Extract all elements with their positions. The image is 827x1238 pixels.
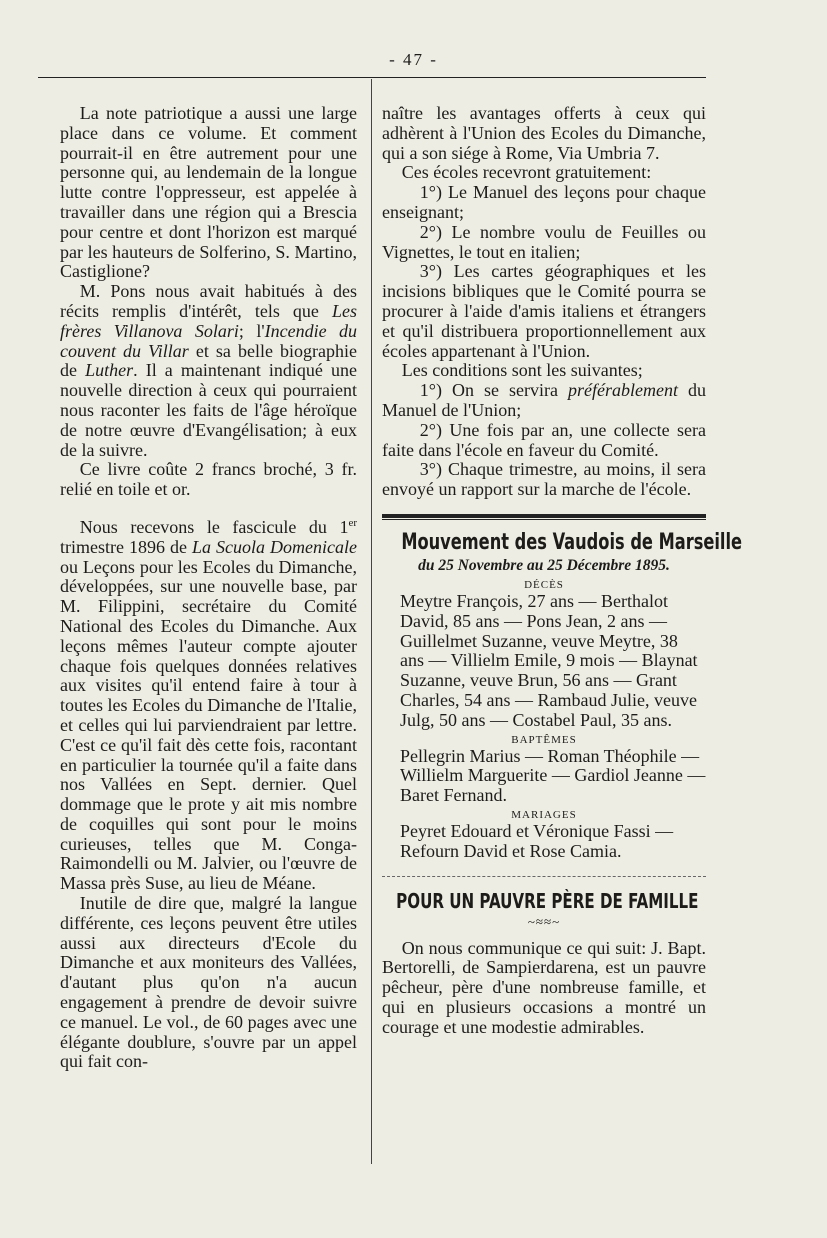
column-divider (371, 79, 372, 1164)
marriages-list: Peyret Edouard et Véronique Fassi — Refourn David et Rose Camia. (400, 820, 674, 861)
header-rule (38, 77, 706, 78)
list-item-condition-2: 2°) Une fois par an, une collecte sera faite dans l'école en faveur du Comité. (382, 419, 706, 460)
paragraph-union-continuation: naître les avantages offerts à ceux qui adhèrent à l'Union des Ecoles du Dimanche, qui a son siége à Rome, Via Umbria 7. (382, 103, 706, 163)
spacer (60, 500, 357, 518)
ornament-divider: ~≈≈~ (527, 913, 561, 929)
text-span: trimestre 1896 de (60, 536, 193, 557)
paragraph-pons-works (60, 282, 357, 460)
section-subtitle-dates: du 25 Novembre au 25 Décembre 1895. (418, 556, 670, 574)
superscript: er (348, 516, 357, 529)
page-number: - 47 - (389, 50, 438, 69)
paragraph-appeal: On nous communique ce qui suit: J. Bapt. Bertorelli, de Sampierdarena, est un pauvre pêcheur, père d'une nombreuse famille, et qui en plusieurs occasions a montré un courage et une modestie admirables. (382, 937, 706, 1037)
text-span: . Il a maintenant indiqué une nouvelle direction à ceux qui pourraient nous raconter les faits de l'âge héroïque de notre œuvre d'Evangélisation; à eux de la suivre. (60, 360, 358, 460)
paragraph-scuola-domenicale (60, 518, 357, 894)
list-item-condition-1 (382, 381, 706, 421)
section-title-marseille: Mouvement des Vaudois de Marseille (401, 529, 743, 555)
paragraph-patriotic-note: La note patriotique a aussi une large place dans ce volume. Et comment pourrait-il en être autrement pour une personne qui, au lendemain de la longue lutte contre l'oppresseur, est appelée à travailler dans une région qui a Brescia pour centre et dont l'horizon est marqué par les hauteurs de Solferino, S. Martino, Castiglione? (60, 103, 357, 282)
list-item-manual: 1°) Le Manuel des leçons pour chaque enseignant; (382, 182, 706, 222)
text-span: 1°) On se servira (419, 380, 569, 401)
text-span: et sa belle biographie de (60, 340, 357, 381)
emphasis: préférablement (568, 380, 678, 401)
deaths-list: Meytre François, 27 ans — Berthalot David, 85 ans — Pons Jean, 2 ans — Guillelmet Suzanne, veuve Meytre, 38 ans — Villielm Emile, 9 mois — Blaynat Suzanne, veuve Brun, 56 ans — Grant Charles, 54 ans — Rambaud Julie, veuve Julg, 50 ans — Costabel Paul, 35 ans. (400, 590, 698, 730)
section-rule-2 (382, 876, 706, 877)
text-span: M. Pons nous avait habitués à des récits remplis d'intérêt, tels que (60, 281, 357, 321)
list-item-maps: 3°) Les cartes géographiques et les incisions bibliques que le Comité pourra se procurer à l'aide d'amis italiens et étrangers et qu'il distribuera proportionnellement aux écoles appartenant à l'Union. (382, 261, 706, 361)
text-span: Nous recevons le fascicule du 1 (79, 516, 349, 537)
deaths-block (382, 592, 706, 731)
left-column (60, 104, 357, 1072)
book-title: Luther (85, 360, 134, 381)
paragraph-free-items: Ces écoles recevront gratuitement: (401, 162, 652, 183)
journal-title: La Scuola Domenicale (192, 536, 358, 557)
list-item-condition-3: 3°) Chaque trimestre, au moins, il sera envoyé un rapport sur la marche de l'école. (382, 459, 706, 500)
text-span: ou Leçons pour les Ecoles du Dimanche, développées, sur une nouvelle base, par M. Filippini, secrétaire du Comité National des Ecoles du Dimanche. Aux leçons mêmes l'auteur compte ajouter chaque fois quelques données relatives aux visites qu'il entend faire à tour à toutes les Ecoles du Dimanche de l'Italie, et celles qui lui parviendraient par lettre. C'est ce qu'il fait dès cette fois, racontant en particulier la tournée qu'il a faite dans nos Vallées en Sept. dernier. Quel dommage que le prote y ait mis nombre de coquilles qui sont pour le moins curieuses, telles que M. Conga-Raimondelli ou M. Jalvier, ou l'œuvre de Massa près Suse, au lieu de Méane. (60, 556, 357, 894)
paragraph-conditions: Les conditions sont les suivantes; (401, 360, 643, 381)
text-span: du Manuel de l'Union; (382, 380, 706, 420)
marriages-heading: MARIAGES (511, 808, 577, 821)
baptisms-list: Pellegrin Marius — Roman Théophile — Willielm Marguerite — Gardiol Jeanne — Baret Fernand. (400, 745, 706, 806)
right-column (382, 103, 743, 1037)
paragraph-useful-lessons: Inutile de dire que, malgré la langue différente, ces leçons peuvent être utiles aussi aux directeurs d'Ecole du Dimanche et aux moniteurs des Vallées, d'autant plus qu'on n'a aucun engagement à prendre de devoir suivre ce manuel. Le vol., de 60 pages avec une élégante doublure, s'ouvre par un appel qui fait con- (60, 893, 357, 1072)
marriages-block (382, 822, 706, 862)
appeal-title: POUR UN PAUVRE PÈRE DE FAMILLE (396, 888, 699, 913)
list-item-sheets: 2°) Le nombre voulu de Feuilles ou Vignettes, le tout en italien; (382, 221, 706, 262)
deaths-heading: DÉCÈS (524, 578, 564, 591)
paragraph-price: Ce livre coûte 2 francs broché, 3 fr. relié en toile et or. (60, 459, 357, 500)
baptisms-heading: BAPTÊMES (511, 733, 577, 746)
book-title: Les frères Villanova Solari (60, 300, 357, 341)
section-rule (382, 514, 706, 520)
book-title: Incendie du couvent du Villar (60, 320, 358, 361)
baptisms-block (382, 747, 706, 806)
text-span: ; l' (238, 320, 265, 341)
